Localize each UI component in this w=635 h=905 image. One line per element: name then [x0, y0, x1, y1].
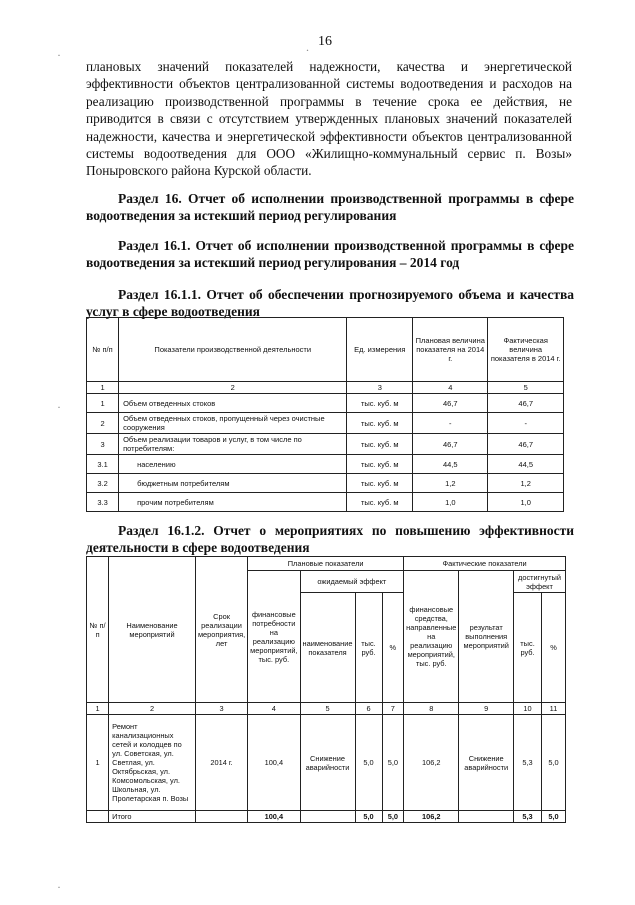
- row-unit: тыс. куб. м: [347, 455, 413, 474]
- efficiency-measures-table: [86, 556, 566, 823]
- row-num: 2: [87, 413, 119, 434]
- col-header-num: № п/п: [87, 318, 119, 382]
- intro-paragraph: плановых значений показателей надежности, качества и энергетической эффективности объектов централизованной системы водоотведения и расходов на реализацию производственной программы в течение срока ее действия, не приводится в связи с отсутствием утвержденных плановых значений показателей надежности, качества и энергетической эффективности объектов централизованной системы водоотведения для ООО «Жилищно-коммунальный сервис п. Возы» Поныровского района Курской области.: [86, 59, 572, 179]
- row-unit: тыс. куб. м: [347, 394, 413, 413]
- row-fact-rub: 5,3: [514, 715, 542, 811]
- row-fact: 1,0: [488, 493, 564, 512]
- col-header-name: Наименование мероприятий: [109, 557, 196, 703]
- row-unit: тыс. куб. м: [347, 434, 413, 455]
- row-unit: тыс. куб. м: [347, 413, 413, 434]
- table-row: [87, 394, 564, 413]
- scan-mark: ·: [57, 48, 61, 62]
- table-row: [87, 434, 564, 455]
- col-group-plan: Плановые показатели: [248, 557, 404, 571]
- row-plan-fin: 100,4: [248, 715, 300, 811]
- row-fact-pct: 5,0: [542, 715, 566, 811]
- section-16-heading: Раздел 16. Отчет об исполнении производственной программы в сфере водоотведения за истекший период регулирования: [86, 191, 574, 223]
- row-name: прочим потребителям: [119, 493, 347, 512]
- column-number: 8: [404, 703, 459, 715]
- row-fact: 46,7: [488, 394, 564, 413]
- row-fact: 46,7: [488, 434, 564, 455]
- scan-mark: .: [306, 40, 309, 54]
- page-number: 16: [318, 34, 332, 49]
- row-unit: тыс. куб. м: [347, 474, 413, 493]
- col-header-num: № п/п: [87, 557, 109, 703]
- scan-mark: ·: [57, 400, 61, 414]
- row-name: Объем реализации товаров и услуг, в том числе по потребителям:: [119, 434, 347, 455]
- row-plan: 44,5: [413, 455, 488, 474]
- total-label: Итого: [109, 811, 196, 823]
- column-number: 5: [300, 703, 355, 715]
- row-name: Объем отведенных стоков, пропущенный через очистные сооружения: [119, 413, 347, 434]
- total-plan-rub: 5,0: [355, 811, 382, 823]
- column-number: 3: [195, 703, 247, 715]
- col-header-fact-pct: %: [542, 593, 566, 703]
- row-fact: 1,2: [488, 474, 564, 493]
- table-row: [87, 413, 564, 434]
- column-number: 1: [87, 703, 109, 715]
- column-number: 11: [542, 703, 566, 715]
- row-plan-pct: 5,0: [382, 715, 404, 811]
- section-16-1-2-heading: Раздел 16.1.2. Отчет о мероприятиях по повышению эффективности деятельности в сфере водоотведения: [86, 523, 574, 555]
- row-num: 3.1: [87, 455, 119, 474]
- col-header-term: Срок реализации мероприятия, лет: [195, 557, 247, 703]
- total-fact-pct: 5,0: [542, 811, 566, 823]
- total-fact-result: [459, 811, 514, 823]
- total-fact-rub: 5,3: [514, 811, 542, 823]
- total-num: [87, 811, 109, 823]
- row-num: 3: [87, 434, 119, 455]
- row-plan-rub: 5,0: [355, 715, 382, 811]
- row-plan: 1,0: [413, 493, 488, 512]
- row-name: Объем отведенных стоков: [119, 394, 347, 413]
- column-number: 4: [248, 703, 300, 715]
- total-plan-fin: 100,4: [248, 811, 300, 823]
- column-number: 10: [514, 703, 542, 715]
- total-term: [195, 811, 247, 823]
- row-num: 3.3: [87, 493, 119, 512]
- column-number: 2: [109, 703, 196, 715]
- section-16-1-heading: Раздел 16.1. Отчет об исполнении производственной программы в сфере водоотведения за истекший период регулирования – 2014 год: [86, 238, 574, 270]
- row-plan-ind: Снижение аварийности: [300, 715, 355, 811]
- row-name: Ремонт канализационных сетей и колодцев по ул. Советская, ул. Светлая, ул. Октябрьская, ул. Комсомольская, ул. Школьная, ул. Пролетарская п. Возы: [109, 715, 196, 811]
- row-plan: -: [413, 413, 488, 434]
- total-fact-fin: 106,2: [404, 811, 459, 823]
- table-row: [87, 493, 564, 512]
- col-header-unit: Ед. измерения: [347, 318, 413, 382]
- col-header-plan-pct: %: [382, 593, 404, 703]
- row-num: 1: [87, 715, 109, 811]
- col-header-fact-rub: тыс. руб.: [514, 593, 542, 703]
- column-number: 7: [382, 703, 404, 715]
- col-header-plan: Плановая величина показателя на 2014 г.: [413, 318, 488, 382]
- row-name: населению: [119, 455, 347, 474]
- row-fact-result: Снижение аварийности: [459, 715, 514, 811]
- row-num: 3.2: [87, 474, 119, 493]
- row-plan: 46,7: [413, 394, 488, 413]
- table-row: [87, 715, 566, 811]
- col-header-plan-ind: наименование показателя: [300, 593, 355, 703]
- total-plan-ind: [300, 811, 355, 823]
- row-num: 1: [87, 394, 119, 413]
- row-fact: -: [488, 413, 564, 434]
- section-16-1-1-heading: Раздел 16.1.1. Отчет об обеспечении прогнозируемого объема и качества услуг в сфере водоотведения: [86, 287, 574, 319]
- column-number: 4: [413, 382, 488, 394]
- column-number: 6: [355, 703, 382, 715]
- column-number: 1: [87, 382, 119, 394]
- row-plan: 1,2: [413, 474, 488, 493]
- col-group-fact: Фактические показатели: [404, 557, 566, 571]
- col-header-fact-result: результат выполнения мероприятий: [459, 571, 514, 703]
- col-header-fact-fin: финансовые средства, направленные на реализацию мероприятий, тыс. руб.: [404, 571, 459, 703]
- column-number: 2: [119, 382, 347, 394]
- total-plan-pct: 5,0: [382, 811, 404, 823]
- column-number: 5: [488, 382, 564, 394]
- output-volume-table: [86, 317, 564, 512]
- row-plan: 46,7: [413, 434, 488, 455]
- column-number: 3: [347, 382, 413, 394]
- col-header-expected: ожидаемый эффект: [300, 571, 404, 593]
- row-fact: 44,5: [488, 455, 564, 474]
- col-header-fact: Фактическая величина показателя в 2014 г.: [488, 318, 564, 382]
- col-header-indicator: Показатели производственной деятельности: [119, 318, 347, 382]
- col-header-plan-fin: финансовые потребности на реализацию мероприятий, тыс. руб.: [248, 571, 300, 703]
- table-row: [87, 474, 564, 493]
- col-header-plan-rub: тыс. руб.: [355, 593, 382, 703]
- scan-mark: ·: [57, 880, 61, 894]
- column-number: 9: [459, 703, 514, 715]
- row-name: бюджетным потребителям: [119, 474, 347, 493]
- row-unit: тыс. куб. м: [347, 493, 413, 512]
- row-term: 2014 г.: [195, 715, 247, 811]
- total-row: [87, 811, 566, 823]
- row-fact-fin: 106,2: [404, 715, 459, 811]
- col-header-achieved: достигнутый эффект: [514, 571, 566, 593]
- table-row: [87, 455, 564, 474]
